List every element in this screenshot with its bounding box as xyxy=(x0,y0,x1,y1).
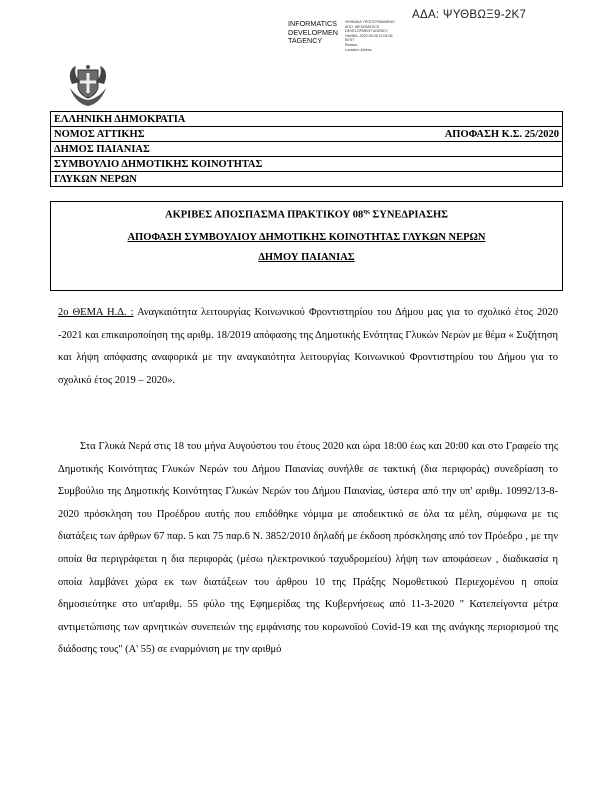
informatics-line: INFORMATICS xyxy=(288,19,337,28)
title-line-1 xyxy=(51,208,562,221)
header-row xyxy=(51,142,563,157)
title-line-2 xyxy=(51,232,562,243)
subject-label: 2ο ΘΕΜΑ Η.Δ. : xyxy=(58,307,134,318)
informatics-agency-label xyxy=(288,20,338,46)
digital-signature-details xyxy=(345,20,395,52)
subject-paragraph xyxy=(58,302,558,392)
header-table xyxy=(50,111,563,187)
title-line-1-text: ΑΚΡΙΒΕΣ ΑΠΟΣΠΑΣΜΑ ΠΡΑΚΤΙΚΟΥ 08 xyxy=(165,209,364,221)
signature-line: ΗΜ/ΝΙΑ: 2020.08.28 12:04:08 xyxy=(345,33,393,38)
title-superscript: ης xyxy=(363,208,370,215)
header-row xyxy=(51,127,563,142)
header-left: ΕΛΛΗΝΙΚΗ ΔΗΜΟΚΡΑΤΙΑ xyxy=(54,113,186,125)
header-left: ΔΗΜΟΣ ΠΑΙΑΝΙΑΣ xyxy=(54,143,150,155)
minutes-paragraph: Στα Γλυκά Νερά στις 18 του μήνα Αυγούστου του έτους 2020 και ώρα 18:00 έως και 20:00 και στο Γραφείο της Δημοτικής Κοινότητας Γλυκών Νερών του Δήμου Παιανίας συνήλθε σε τακτική (δια περιφοράς) συνεδρίαση το Συμβούλιο της Δημοτικής Κοινότητας Γλυκών Νερών του Δήμου Παιανίας, ύστερα από την υπ' αριθμ. 10992/13-8-2020 πρόσκληση του Προέδρου αυτής που επιδόθηκε νόμιμα με αποδεικτικό σε όλα τα μέλη, σύμφωνα με τις διατάξεις των άρθρων 67 παρ. 5 και 75 παρ.6 Ν. 3852/2010 δηλαδή με έκδοση πρόσκλησης από τον Πρόεδρο , με την οποία θα περιγράφεται η δια περιφοράς (μέσω ηλεκτρονικού ταχυδρομείου) λήψη των αποφάσεων , διαδικασία η οποία λαμβάνει χώρα εκ των διατάξεων του άρθρου 10 της Πράξης Νομοθετικού Περιεχομένου η οποία δημοσιεύτηκε στο υπ'αριθμ. 55 φύλο της Εφημερίδας της Κυβερνήσεως από 11-3-2020 " Κατεπείγοντα μέτρα αντιμετώπισης των αρνητικών συνεπειών της εμφάνισης του κορωνοϊού Covid-19 και της ανάγκης περιορισμού της διάδοσης τους" (Α' 55) σε εναρμόνιση με την αριθμό xyxy=(58,441,558,656)
header-row xyxy=(51,157,563,172)
subject-text: Αναγκαιότητα λειτουργίας Κοινωνικού Φροντιστηρίου του Δήμου μας για το σχολικό έτος 2020 -2021 και επικαιροποίηση της αριθμ. 18/2019 απόφασης της Δημοτικής Ενότητας Γλυκών Νερών με θέμα « Συζήτηση και λήψη απόφασης αναφορικά με την αναγκαιότητα λειτουργίας Κοινωνικού Φροντιστηρίου του Δήμου για το σχολικό έτος 2019 – 2020». xyxy=(58,307,559,386)
title-line-1-end: ΣΥΝΕΔΡΙΑΣΗΣ xyxy=(369,209,448,221)
greek-coat-of-arms-icon xyxy=(64,62,112,108)
header-cell xyxy=(51,172,563,187)
header-cell xyxy=(51,127,563,142)
header-cell xyxy=(51,157,563,172)
decision-number: ΑΠΟΦΑΣΗ Κ.Σ. 25/2020 xyxy=(444,128,559,140)
informatics-line: DEVELOPMEN xyxy=(288,27,338,37)
ada-code: ΑΔΑ: ΨΥΘΒΩΞ9-2Κ7 xyxy=(412,9,527,21)
header-row xyxy=(51,112,563,127)
header-cell xyxy=(51,112,563,127)
header-left: ΝΟΜΟΣ ΑΤΤΙΚΗΣ xyxy=(54,128,145,140)
title-line-2-text: ΑΠΟΦΑΣΗ ΣΥΜΒΟΥΛΙΟΥ ΔΗΜΟΤΙΚΗΣ ΚΟΙΝΟΤΗΤΑΣ ΓΛΥΚΩΝ ΝΕΡΩΝ xyxy=(127,232,486,243)
signature-line: DEVELOPMENT AGENCY xyxy=(345,29,389,34)
signature-line: Location: Athens xyxy=(345,47,372,52)
title-line-3-text: ΔΗΜΟΥ ΠΑΙΑΝΙΑΣ xyxy=(258,252,355,263)
signature-line: Reason: xyxy=(345,42,359,47)
signature-line: EEST xyxy=(345,38,355,43)
title-line-3 xyxy=(51,252,562,263)
header-cell xyxy=(51,142,563,157)
title-box xyxy=(50,201,563,291)
header-row xyxy=(51,172,563,187)
signature-line: ΑΠΟ: ΙNFORMATICS xyxy=(345,24,380,29)
signature-line: ΨΗΦΙΑΚΑ ΥΠΟΓΕΓΡΑΜΜΕΝΟ xyxy=(345,20,395,24)
header-left: ΓΛΥΚΩΝ ΝΕΡΩΝ xyxy=(54,173,137,185)
header-left: ΣΥΜΒΟΥΛΙΟ ΔΗΜΟΤΙΚΗΣ ΚΟΙΝΟΤΗΤΑΣ xyxy=(54,158,263,170)
informatics-line: TAGENCY xyxy=(288,36,323,46)
